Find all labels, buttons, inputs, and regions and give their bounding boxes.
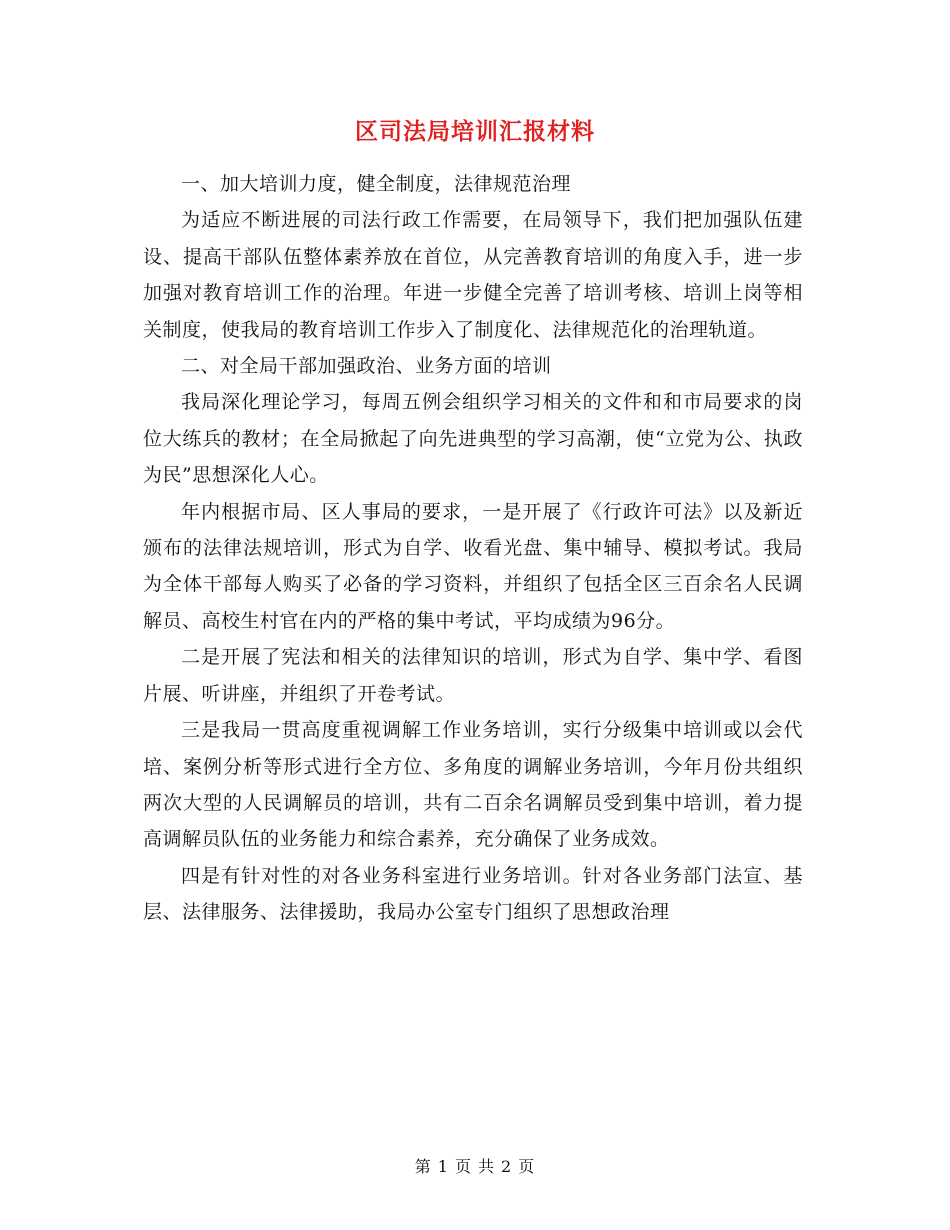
document-body [143,166,803,931]
total-pages-number: 2 [501,1157,513,1176]
body-paragraph: 年内根据市局、区人事局的要求，一是开展了《行政许可法》以及新近颁布的法律法规培训，形式为自学、收看光盘、集中辅导、模拟考试。我局为全体干部每人购买了必备的学习资料，并组织了包括全区三百余名人民调解员、高校生村官在内的严格的集中考试，平均成绩为96分。 [143,500,803,632]
section-heading-2: 二、对全局干部加强政治、业务方面的培训 [181,355,552,378]
body-paragraph: 三是我局一贯高度重视调解工作业务培训，实行分级集中培训或以会代培、案例分析等形式进行全方位、多角度的调解业务培训，今年月份共组织两次大型的人民调解员的培训，共有二百余名调解员受到集中培训，着力提高调解员队伍的业务能力和综合素养，充分确保了业务成效。 [143,719,803,851]
page-label-prefix: 第 [414,1157,432,1176]
section-heading-1: 一、加大培训力度，健全制度，法律规范治理 [181,173,572,195]
body-paragraph: 二是开展了宪法和相关的法律知识的培训，形式为自学、集中学、看图片展、听讲座，并组织了开卷考试。 [143,646,803,705]
current-page-number: 1 [437,1157,449,1176]
body-paragraph: 为适应不断进展的司法行政工作需要，在局领导下，我们把加强队伍建设、提高干部队伍整体素养放在首位，从完善教育培训的角度入手，进一步加强对教育培训工作的治理。年进一步健全完善了培训考核、培训上岗等相关制度，使我局的教育培训工作步入了制度化、法律规范化的治理轨道。 [143,209,803,341]
page-label-mid: 页 [454,1157,472,1176]
page-footer [0,1154,950,1177]
total-label-prefix: 共 [478,1157,496,1176]
document-title: 区司法局培训汇报材料 [355,118,595,145]
body-paragraph: 四是有针对性的对各业务科室进行业务培训。针对各业务部门法宣、基层、法律服务、法律援助，我局办公室专门组织了思想政治理 [143,864,803,924]
body-paragraph: 我局深化理论学习，每周五例会组织学习相关的文件和和市局要求的岗位大练兵的教材；在全局掀起了向先进典型的学习高潮，使“立党为公、执政为民”思想深化人心。 [143,391,803,487]
total-label-suffix: 页 [518,1157,536,1176]
